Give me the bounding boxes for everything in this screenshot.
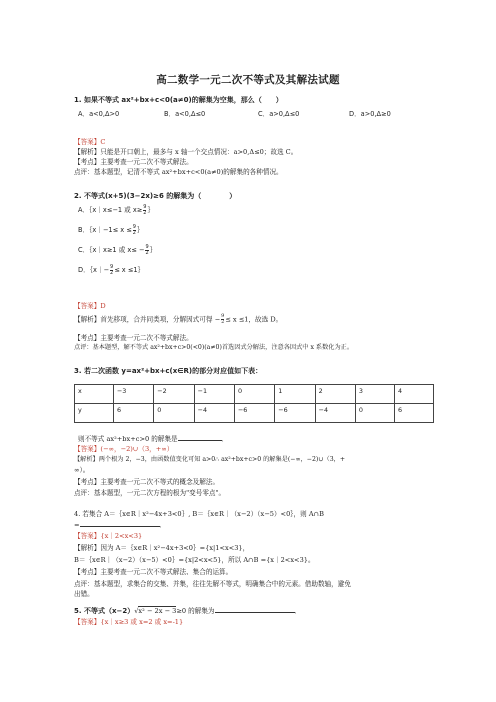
q3-analysis-cont: ∞）。 — [74, 466, 90, 474]
q4-stem: 4. 若集合 A＝｛x∈R｜x²−4x+3<0｝, B＝｛x∈R｜（x−2）（x−5）<0｝，则 A∩B — [74, 510, 324, 518]
q2-option-c: C．｛x｜x≥1 或 x≤ − $\frac{9}{2}$ ｝ — [78, 243, 157, 256]
table-cell: −3 — [113, 385, 153, 404]
q4-point: 【考点】主要考查一元二次不等式解法、集合的运算。 — [74, 568, 233, 576]
fraction: $\frac{9}{2}$ — [143, 203, 147, 216]
q1-option-d: D．a>0,Δ≥0 — [349, 110, 391, 118]
answer-blank — [178, 434, 222, 441]
q1-stem: 1. 如果不等式 ax²+bx+c<0(a≠0)的解集为空集，那么（ ） — [74, 96, 283, 104]
table-cell: 4 — [394, 385, 433, 404]
value-table — [74, 384, 434, 423]
q2-answer: 【答案】D — [74, 302, 106, 310]
q3-comment: 点评：基本题型，一元二次方程的根为"变号零点"。 — [74, 489, 226, 497]
table-cell: 6 — [394, 404, 433, 423]
table-cell: 0 — [154, 404, 194, 423]
table-row-x — [75, 385, 434, 404]
table-cell: −2 — [154, 385, 194, 404]
q2-stem: 2. 不等式(x+5)(3−2x)≥6 的解集为（ ） — [74, 192, 237, 200]
table-cell: −6 — [275, 404, 315, 423]
table-cell: −4 — [194, 404, 234, 423]
answer-blank — [215, 606, 295, 613]
q1-analysis: 【解析】只能是开口朝上，最多与 x 轴一个交点情况：a>0,Δ≤0；故选 C。 — [74, 148, 298, 156]
q3-analysis: 【解析】两个根为 2，−3，由函数值变化可知 a>0∴ ax²+bx+c>0 的解集是(−∞，−2)∪（3，+ — [74, 456, 346, 463]
q2-point: 【考点】主要考查一元二次不等式解法。 — [74, 334, 193, 342]
q5-stem: 5. 不等式（x−2）√x² − 2x − 3≥0 的解集为 ． — [74, 607, 302, 615]
q2-analysis: 【解析】首先移项，合并同类项，分解因式可得 − $\frac{9}{2}$ ≤ x ≤1，故选 D。 — [74, 313, 283, 325]
fraction: $\frac{9}{2}$ — [221, 313, 225, 325]
fraction: $\frac{9}{2}$ — [110, 263, 114, 276]
sqrt-expression: √x² − 2x − 3 — [134, 607, 177, 615]
q5-answer: 【答案】{x｜x≥3 或 x=2 或 x=-1} — [74, 618, 184, 626]
q3-stem: 3. 若二次函数 y=ax²+bx+c(x∈R)的部分对应值如下表： — [74, 367, 263, 375]
q1-option-a: A．a<0,Δ>0 — [78, 110, 120, 118]
q2-option-b: B．｛x｜−1≤ x ≤ $\frac{9}{2}$ ｝ — [78, 223, 144, 236]
table-cell: −4 — [315, 404, 355, 423]
q4-comment-cont: 出错。 — [74, 590, 94, 598]
q2-comment: 点评：基本题型，解不等式 ax²+bx+c>0(<0)(a≠0)首选因式分解法，注意各因式中 x 系数化为正。 — [74, 344, 354, 351]
table-cell: 6 — [113, 404, 153, 423]
table-cell: −1 — [194, 385, 234, 404]
q3-point: 【考点】主要考查一元二次不等式的概念及解法。 — [74, 478, 220, 486]
q3-fill-line: 则不等式 ax²+bx+c>0 的解集是 ． — [78, 435, 229, 443]
q2-option-d: D．｛x｜− $\frac{9}{2}$ ≤ x ≤1｝ — [78, 263, 145, 276]
table-cell: y — [75, 404, 114, 423]
table-cell: x — [75, 385, 114, 404]
q3-answer: 【答案】(−∞，−2)∪（3，+∞） — [74, 445, 174, 453]
q1-option-b: B．a<0,Δ≤0 — [164, 110, 206, 118]
q4-comment: 点评：基本题型，求集合的交集、并集，往往先解不等式，明确集合中的元素。借助数轴，避免 — [74, 580, 351, 588]
q4-analysis: 【解析】因为 A＝｛x∈R｜x²−4x+3<0｝={x|1<x<3}， — [74, 544, 250, 552]
table-row-y — [75, 404, 434, 423]
table-cell: 1 — [275, 385, 315, 404]
page-title: 高二数学一元二次不等式及其解法试题 — [156, 74, 340, 86]
table-cell: 0 — [234, 385, 274, 404]
q4-answer: 【答案】{x｜2<x<3} — [74, 532, 143, 540]
q2-option-a: A．｛x｜x≤−1 或 x≥ $\frac{9}{2}$ ｝ — [78, 203, 155, 216]
q1-answer: 【答案】C — [74, 138, 106, 146]
table-cell: 0 — [355, 404, 394, 423]
answer-blank — [80, 520, 160, 527]
q4-fill-line: = ． — [74, 521, 167, 529]
q1-comment: 点评：基本题型，记清不等式 ax²+bx+c<0(a≠0)的解集的各种情况。 — [74, 168, 283, 176]
q1-option-c: C．a>0,Δ≤0 — [258, 110, 300, 118]
table-cell: 3 — [355, 385, 394, 404]
table-cell: 2 — [315, 385, 355, 404]
q4-analysis-cont: B＝｛x∈R｜（x−2）（x−5）<0｝={x|2<x<5}，所以 A∩B ={x｜2<x<3}。 — [74, 556, 315, 564]
fraction: $\frac{9}{2}$ — [132, 223, 136, 236]
table-cell: −6 — [234, 404, 274, 423]
q1-point: 【考点】主要考查一元二次不等式解法。 — [74, 158, 193, 166]
fraction: $\frac{9}{2}$ — [145, 243, 149, 256]
